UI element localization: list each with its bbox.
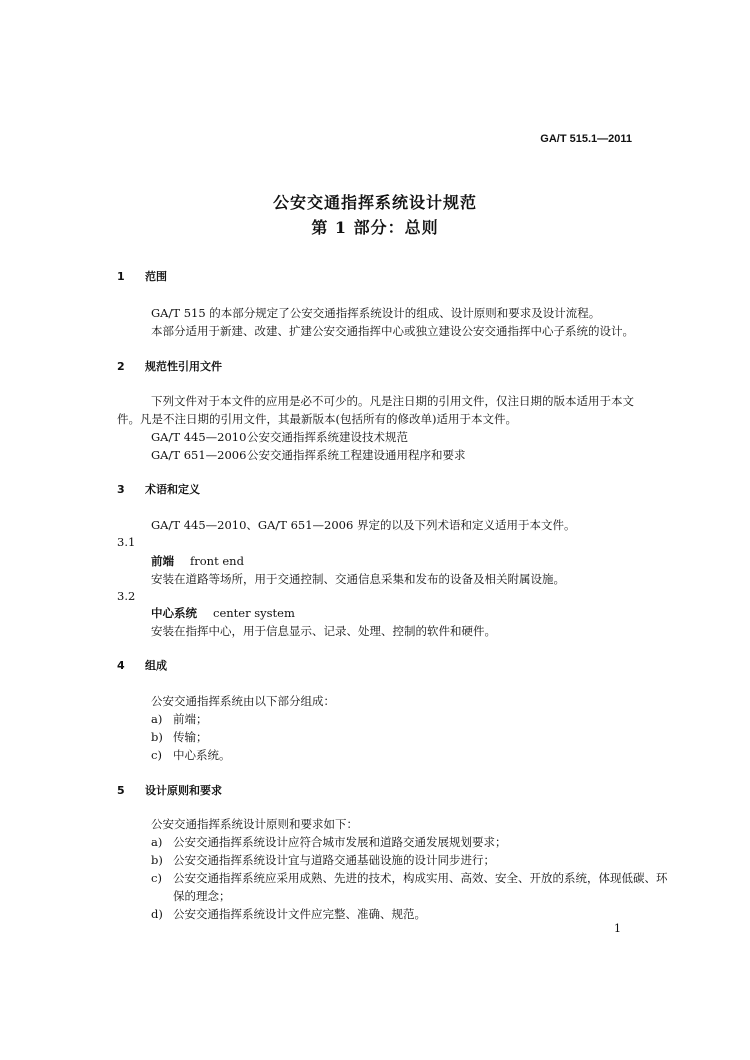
- paragraph-continuation: 件。凡是不注日期的引用文件，其最新版本(包括所有的修改单)适用于本文件。: [117, 412, 517, 426]
- list-marker: a): [151, 835, 163, 849]
- document-title: 公安交通指挥系统设计规范: [272, 193, 477, 212]
- list-item-continuation: 保的理念；: [173, 889, 231, 903]
- term-zh: 前端: [151, 554, 174, 568]
- paragraph: 本部分适用于新建、改建、扩建公安交通指挥中心或独立建设公安交通指挥中心子系统的设计。: [151, 324, 634, 338]
- section-1-heading: [117, 268, 167, 284]
- term-en: front end: [190, 554, 244, 568]
- reference-title: 公安交通指挥系统工程建设通用程序和要求: [247, 448, 466, 462]
- paragraph: 公安交通指挥系统设计原则和要求如下：: [151, 817, 358, 831]
- list-text: 公安交通指挥系统设计应符合城市发展和道路交通发展规划要求；: [173, 835, 507, 849]
- standard-code: GA/T 515.1—2011: [540, 133, 632, 145]
- term-definition: 安装在指挥中心，用于信息显示、记录、处理、控制的软件和硬件。: [151, 624, 496, 638]
- paragraph: 下列文件对于本文件的应用是必不可少的。凡是注日期的引用文件，仅注日期的版本适用于本文: [151, 394, 634, 408]
- section-number: 5: [117, 784, 125, 797]
- section-3-heading: [117, 481, 200, 497]
- list-text: 公安交通指挥系统设计宜与道路交通基础设施的设计同步进行；: [173, 853, 495, 867]
- list-item: [151, 711, 208, 727]
- list-text: 中心系统。: [173, 748, 231, 762]
- term-number: 3.1: [117, 535, 136, 549]
- section-5-heading: [117, 782, 222, 798]
- section-number: 2: [117, 360, 125, 373]
- list-text: 传输；: [173, 730, 208, 744]
- list-text: 公安交通指挥系统应采用成熟、先进的技术，构成实用、高效、安全、开放的系统，体现低碳、环: [173, 871, 668, 885]
- list-item: [151, 729, 208, 745]
- section-title: 术语和定义: [145, 483, 200, 496]
- list-item: [151, 870, 668, 886]
- section-2-heading: [117, 358, 222, 374]
- list-item: [151, 747, 231, 763]
- section-number: 4: [117, 659, 125, 672]
- term-definition: 安装在道路等场所，用于交通控制、交通信息采集和发布的设备及相关附属设施。: [151, 572, 565, 586]
- list-marker: c): [151, 871, 162, 885]
- list-item: [151, 906, 426, 922]
- paragraph: GA/T 515 的本部分规定了公安交通指挥系统设计的组成、设计原则和要求及设计流程。: [151, 306, 601, 320]
- section-number: 3: [117, 483, 125, 496]
- reference-item: [151, 447, 466, 463]
- term-zh: 中心系统: [151, 606, 197, 620]
- term-heading: [151, 605, 295, 621]
- term-number: 3.2: [117, 589, 136, 603]
- section-title: 设计原则和要求: [145, 784, 222, 797]
- section-number: 1: [117, 270, 125, 283]
- list-item: [151, 852, 495, 868]
- term-heading: [151, 553, 244, 569]
- paragraph: GA/T 445—2010、GA/T 651—2006 界定的以及下列术语和定义适用于本文件。: [151, 518, 576, 532]
- term-en: center system: [213, 606, 295, 620]
- reference-code: GA/T 445—2010: [151, 430, 247, 444]
- list-marker: b): [151, 853, 163, 867]
- list-marker: c): [151, 748, 162, 762]
- list-item: [151, 834, 507, 850]
- list-text: 公安交通指挥系统设计文件应完整、准确、规范。: [173, 907, 426, 921]
- section-4-heading: [117, 657, 167, 673]
- section-title: 规范性引用文件: [145, 360, 222, 373]
- list-marker: b): [151, 730, 163, 744]
- reference-item: [151, 429, 408, 445]
- section-title: 组成: [145, 659, 167, 672]
- page-number: 1: [614, 922, 621, 935]
- document-subtitle: 第 1 部分：总则: [311, 218, 439, 237]
- paragraph: 公安交通指挥系统由以下部分组成：: [151, 694, 335, 708]
- section-title: 范围: [145, 270, 167, 283]
- list-marker: a): [151, 712, 163, 726]
- reference-code: GA/T 651—2006: [151, 448, 247, 462]
- list-marker: d): [151, 907, 163, 921]
- reference-title: 公安交通指挥系统建设技术规范: [247, 430, 408, 444]
- list-text: 前端；: [173, 712, 208, 726]
